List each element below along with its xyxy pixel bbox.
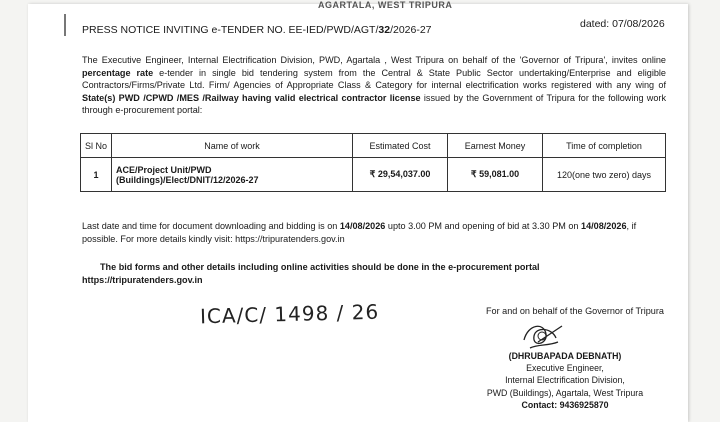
cell-name-line1: ACE/Project Unit/PWD <box>116 164 212 175</box>
last-date-t3: , if possible. For more details kindly visit: https://tripuratenders.gov.in <box>82 221 637 244</box>
on-behalf-text: For and on behalf of the Governor of Tripura <box>486 306 664 316</box>
cell-cost: ₹ 29,54,037.00 <box>353 158 448 192</box>
table-header-row <box>81 134 666 158</box>
last-date-paragraph <box>82 220 662 246</box>
top-cut-text: AGARTALA, WEST TRIPURA <box>318 0 453 10</box>
bid-note <box>82 261 662 287</box>
last-date-d1: 14/08/2026 <box>339 221 386 231</box>
cell-name-line2: (Buildings)/Elect/DNIT/12/2026-27 <box>116 174 259 185</box>
signatory-contact: Contact: 9436925870 <box>521 399 609 410</box>
bid-note-line1: The bid forms and other details including online activities should be done in the e-procurement portal <box>100 262 540 272</box>
last-date-d2: 14/08/2026 <box>581 221 627 231</box>
intro-p2-bold: State(s) PWD /CPWD /MES /Railway having valid electrical contractor license <box>82 92 421 103</box>
cell-name <box>112 158 353 192</box>
cell-time: 120(one two zero) days <box>543 158 666 192</box>
cell-earnest: ₹ 59,081.00 <box>448 158 543 192</box>
intro-p3: issued by the Government of Tripura for the following work through e-procurement portal: <box>82 92 667 115</box>
bid-note-line2: https://tripuratenders.gov.in <box>82 275 203 285</box>
header-name: Name of work <box>112 134 353 158</box>
header-time: Time of completion <box>543 134 666 158</box>
dated: dated: 07/08/2026 <box>580 18 665 30</box>
handwritten-reference: ICA/C/ 1498 / 26 <box>199 299 380 329</box>
signatory-name: (DHRUBAPADA DEBNATH) <box>508 351 622 361</box>
tender-table <box>80 133 666 192</box>
title-prefix: PRESS NOTICE INVITING e-TENDER NO. EE-IED/PWD/AGT/ <box>82 24 379 36</box>
title-number: 32 <box>378 24 391 36</box>
header-earnest: Earnest Money <box>448 134 543 158</box>
table-row <box>81 158 666 192</box>
signatory-designation: Executive Engineer, <box>526 363 604 374</box>
fold-line <box>64 14 66 36</box>
signatory-address: PWD (Buildings), Agartala, West Tripura <box>486 387 644 398</box>
intro-paragraph <box>82 54 666 117</box>
signature-block <box>470 350 660 411</box>
page-title <box>82 24 432 36</box>
intro-p1-bold: percentage rate <box>82 67 154 78</box>
cell-sl: 1 <box>81 158 112 192</box>
signature-scribble-icon <box>518 318 566 354</box>
intro-p1: The Executive Engineer, Internal Electrification Division, PWD, Agartala , West Tripura on behalf of the 'Governor of Tripura', invites online <box>82 55 666 65</box>
last-date-t2: upto 3.00 PM and opening of bid at 3.30 PM on <box>385 221 582 231</box>
title-suffix: /2026-27 <box>390 24 432 36</box>
intro-p2: e-tender in single bid tendering system from the Central & State Public Sector undertaking/Enterprise and eligible Contractors/Firms/Private Ltd. Firm/ Agencies of Appropriate Class & Category for internal electrification works registered with any wing of <box>82 67 666 90</box>
last-date-t1: Last date and time for document downloading and bidding is on <box>82 221 340 231</box>
signatory-division: Internal Electrification Division, <box>505 375 625 386</box>
header-cost: Estimated Cost <box>353 134 448 158</box>
header-sl: Sl No <box>81 134 112 158</box>
